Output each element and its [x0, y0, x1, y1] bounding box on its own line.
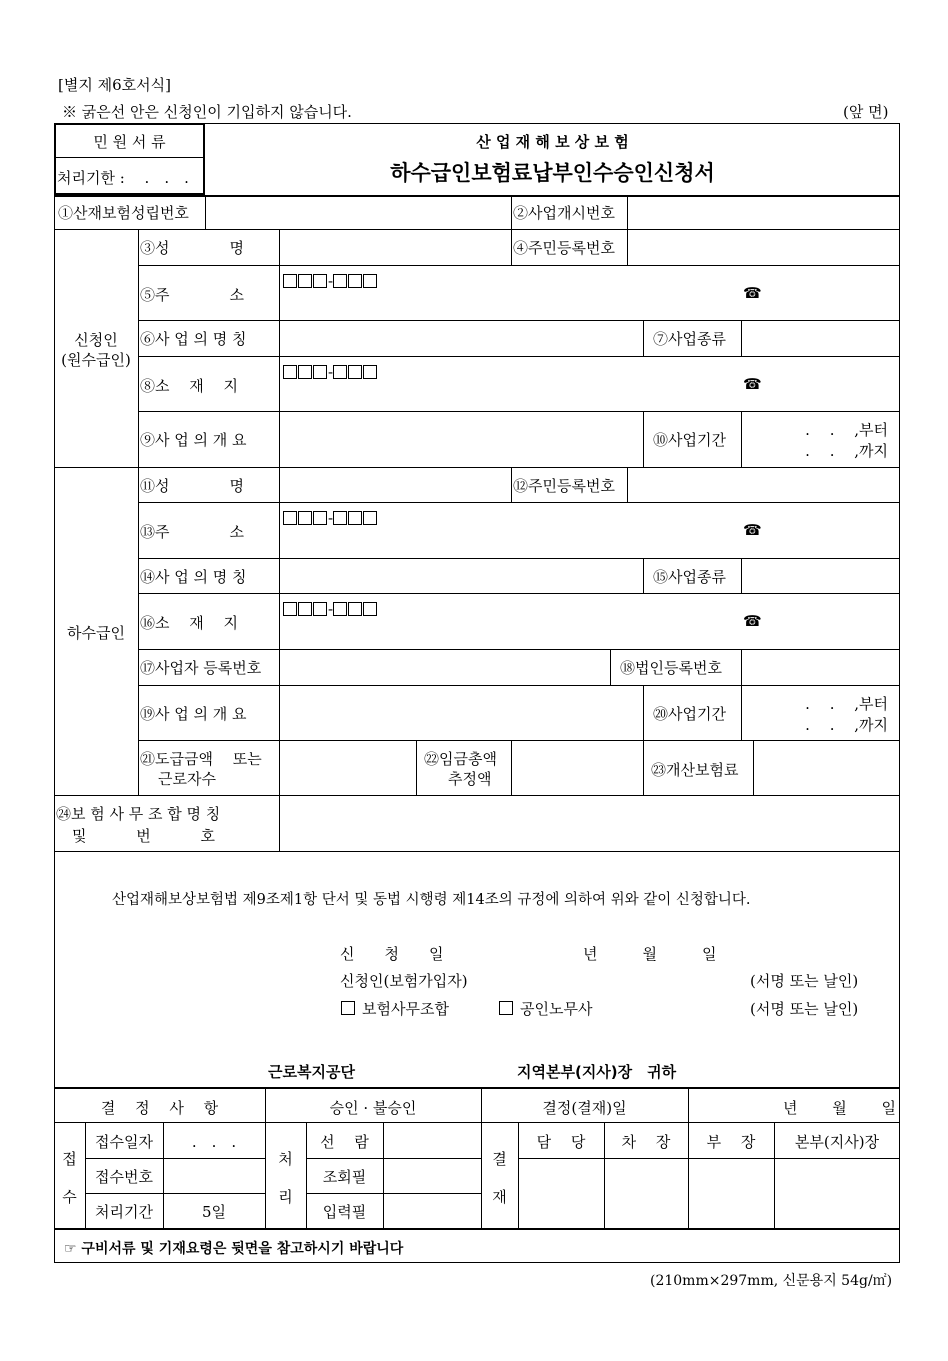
check-label: 조회필	[322, 1168, 367, 1186]
label-contract-amount-sub: 근로자수	[158, 770, 216, 788]
label-address: ⑤주 소	[140, 286, 244, 304]
form-number: [별지 제6호서식]	[58, 76, 171, 94]
label-insurance-union: ㉔보 험 사 무 조 합 명 칭	[56, 805, 221, 823]
period-from: . . ,부터	[805, 421, 888, 439]
paper-spec: (210mm×297mm, 신문용지 54g/㎡)	[650, 1273, 893, 1289]
business-start-no-field[interactable]	[629, 197, 898, 227]
page-side-label: (앞 면)	[843, 103, 889, 121]
period-to: . . ,까지	[805, 442, 888, 460]
label-business-period: ⑳사업기간	[653, 705, 726, 723]
label-business-summary: ⑨사 업 의 개 요	[140, 431, 247, 449]
zip-code-boxes[interactable]: -	[283, 272, 378, 290]
deadline-label: 처리기한 : . . .	[57, 169, 189, 187]
proc-period-label: 처리기간	[95, 1203, 153, 1221]
form-subtitle: 산 업 재 해 보 상 보 험	[476, 133, 629, 151]
zip-code-boxes[interactable]: -	[283, 600, 378, 618]
label-total-wage-sub: 추정액	[448, 770, 492, 788]
decision-label: 결 정 사 항	[100, 1099, 219, 1117]
proc-period-value: 5일	[201, 1203, 227, 1221]
label-insurance-union-sub: 및 번 호	[72, 827, 216, 845]
statement-text: 산업재해보상보험법 제9조제1항 단서 및 동법 시행령 제14조의 규정에 의하여 위와 같이 신청합니다.	[112, 892, 751, 908]
process-label: 처	[278, 1150, 293, 1168]
phone-icon: ☎	[743, 375, 762, 393]
label-estimated-premium: ㉓개산보험료	[651, 761, 739, 779]
decision-date-label: 결정(결재)일	[542, 1099, 627, 1117]
phone-icon: ☎	[743, 284, 762, 302]
receipt-label-2: 수	[62, 1188, 77, 1206]
checkbox-labor-attorney[interactable]	[499, 1001, 513, 1015]
addressee: 지역본부(지사)장 귀하	[517, 1063, 677, 1081]
option-insurance-union: 보험사무조합	[362, 1000, 449, 1018]
zip-code-boxes[interactable]: -	[283, 363, 378, 381]
label-location: ⑯소 재 지	[140, 614, 239, 632]
resident-no-field[interactable]	[629, 231, 898, 263]
approval-label-2: 재	[492, 1188, 507, 1206]
applicant-group-label: 신청인	[74, 331, 118, 349]
label-address: ⑬주 소	[140, 523, 244, 541]
label-location: ⑧소 재 지	[140, 377, 239, 395]
label-name: ③성 명	[140, 239, 244, 257]
form-title: 하수급인보험료납부인수승인신청서	[390, 161, 715, 185]
label-business-period: ⑩사업기간	[653, 431, 726, 449]
period-from: . . ,부터	[805, 695, 888, 713]
insurance-no-field[interactable]	[207, 197, 509, 227]
notice-text: ※ 굵은선 안은 신청인이 기입하지 않습니다.	[62, 103, 352, 121]
signature-label: (서명 또는 날인)	[750, 1000, 859, 1018]
label-resident-no: ⑫주민등록번호	[513, 477, 615, 495]
signature-label: (서명 또는 날인)	[750, 972, 859, 990]
option-labor-attorney: 공인노무사	[520, 1000, 593, 1018]
approve-label: 승인 · 불승인	[329, 1099, 417, 1117]
zip-code-boxes[interactable]: -	[283, 509, 378, 527]
label-insurance-no: ①산재보험성립번호	[58, 204, 189, 222]
head-label: 본부(지사)장	[794, 1133, 880, 1151]
organization-name: 근로복지공단	[268, 1063, 355, 1081]
label-business-summary: ⑲사 업 의 개 요	[140, 705, 247, 723]
label-business-reg-no: ⑰사업자 등록번호	[140, 659, 262, 677]
receipt-label: 접	[62, 1150, 77, 1168]
subcontractor-group-label: 하수급인	[67, 624, 125, 642]
recv-date-label: 접수일자	[95, 1133, 153, 1151]
seonram-label: 선 람	[320, 1133, 369, 1151]
label-business-type: ⑦사업종류	[653, 330, 726, 348]
recv-no-label: 접수번호	[95, 1168, 153, 1186]
phone-icon: ☎	[743, 521, 762, 539]
apply-date-label: 신 청 일	[340, 945, 444, 963]
applicant-label: 신청인(보험가입자)	[340, 972, 468, 990]
process-label-2: 리	[278, 1188, 293, 1206]
label-corp-reg-no: ⑱법인등록번호	[620, 659, 722, 677]
name-field[interactable]	[281, 231, 509, 263]
doc-type-label: 민 원 서 류	[93, 133, 166, 151]
decision-date-value: 년 월 일	[782, 1099, 896, 1117]
deputy-label: 차 장	[621, 1133, 671, 1151]
checkbox-insurance-union[interactable]	[341, 1001, 355, 1015]
label-business-type: ⑮사업종류	[653, 568, 726, 586]
label-business-name: ⑭사 업 의 명 칭	[140, 568, 247, 586]
manager-label: 부 장	[706, 1133, 756, 1151]
approval-label: 결	[492, 1150, 507, 1168]
period-to: . . ,까지	[805, 716, 888, 734]
label-business-name: ⑥사 업 의 명 칭	[140, 330, 247, 348]
label-name: ⑪성 명	[140, 477, 244, 495]
label-business-start-no: ②사업개시번호	[513, 204, 615, 222]
label-resident-no: ④주민등록번호	[513, 239, 615, 257]
label-total-wage: ㉒임금총액	[424, 750, 497, 768]
staff-label: 담 당	[536, 1133, 586, 1151]
recv-date-value: . . .	[191, 1133, 237, 1151]
label-contract-amount: ㉑도급금액 또는	[140, 750, 262, 768]
apply-date-value: 년 월 일	[583, 945, 717, 963]
input-label: 입력필	[322, 1203, 367, 1221]
phone-icon: ☎	[743, 612, 762, 630]
footer-note: ☞ 구비서류 및 기재요령은 뒷면을 참고하시기 바랍니다	[64, 1241, 404, 1257]
applicant-group-sublabel: (원수급인)	[61, 351, 131, 369]
